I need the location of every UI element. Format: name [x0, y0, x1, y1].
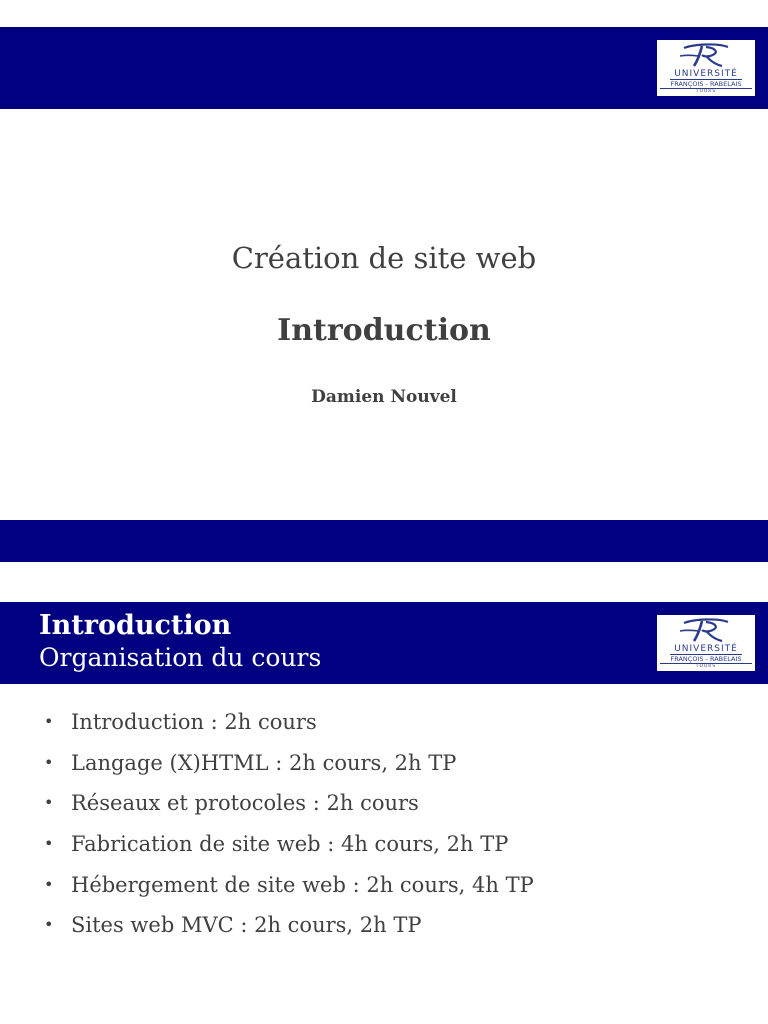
bullet-list — [44, 704, 534, 948]
university-monogram-icon — [676, 42, 736, 68]
bullet-item — [44, 745, 534, 786]
logo-text-universite: UNIVERSITÉ — [674, 69, 738, 79]
bullet-text: Sites web MVC : 2h cours, 2h TP — [71, 913, 422, 938]
slide-subtitle: Introduction — [277, 313, 491, 348]
bullet-icon: • — [44, 793, 54, 813]
bullet-text: Fabrication de site web : 4h cours, 2h TP — [71, 832, 509, 857]
bullet-icon: • — [44, 834, 54, 854]
university-monogram-icon — [676, 617, 736, 643]
bullet-icon: • — [44, 915, 54, 935]
bullet-icon: • — [44, 712, 54, 731]
bullet-item — [44, 826, 534, 867]
bullet-text: Réseaux et protocoles : 2h cours — [71, 791, 419, 816]
logo-text-francois-rabelais: FRANÇOIS - RABELAIS — [670, 655, 742, 663]
logo-text-tours: TOURS — [660, 88, 752, 94]
slide-author: Damien Nouvel — [311, 387, 457, 407]
bullet-icon: • — [44, 874, 54, 894]
frame-subtitle: Organisation du cours — [39, 643, 322, 672]
bullet-text: Langage (X)HTML : 2h cours, 2h TP — [71, 750, 457, 775]
frame-title: Introduction — [39, 610, 232, 641]
bullet-item — [44, 785, 534, 826]
bullet-text: Introduction : 2h cours — [71, 710, 317, 734]
bullet-text: Hébergement de site web : 2h cours, 4h TP — [71, 872, 534, 897]
bullet-item — [44, 907, 534, 948]
bullet-item — [44, 867, 534, 908]
bullet-item — [44, 704, 534, 745]
bullet-icon: • — [44, 752, 54, 772]
title-slide-top-band — [0, 27, 768, 109]
logo-text-francois-rabelais: FRANÇOIS - RABELAIS — [670, 80, 742, 88]
university-logo — [657, 40, 755, 96]
logo-text-tours: TOURS — [660, 663, 752, 669]
university-logo-2 — [657, 615, 755, 671]
logo-text-universite: UNIVERSITÉ — [674, 644, 738, 654]
title-slide-bottom-band — [0, 520, 768, 562]
slide-title: Création de site web — [231, 241, 537, 275]
